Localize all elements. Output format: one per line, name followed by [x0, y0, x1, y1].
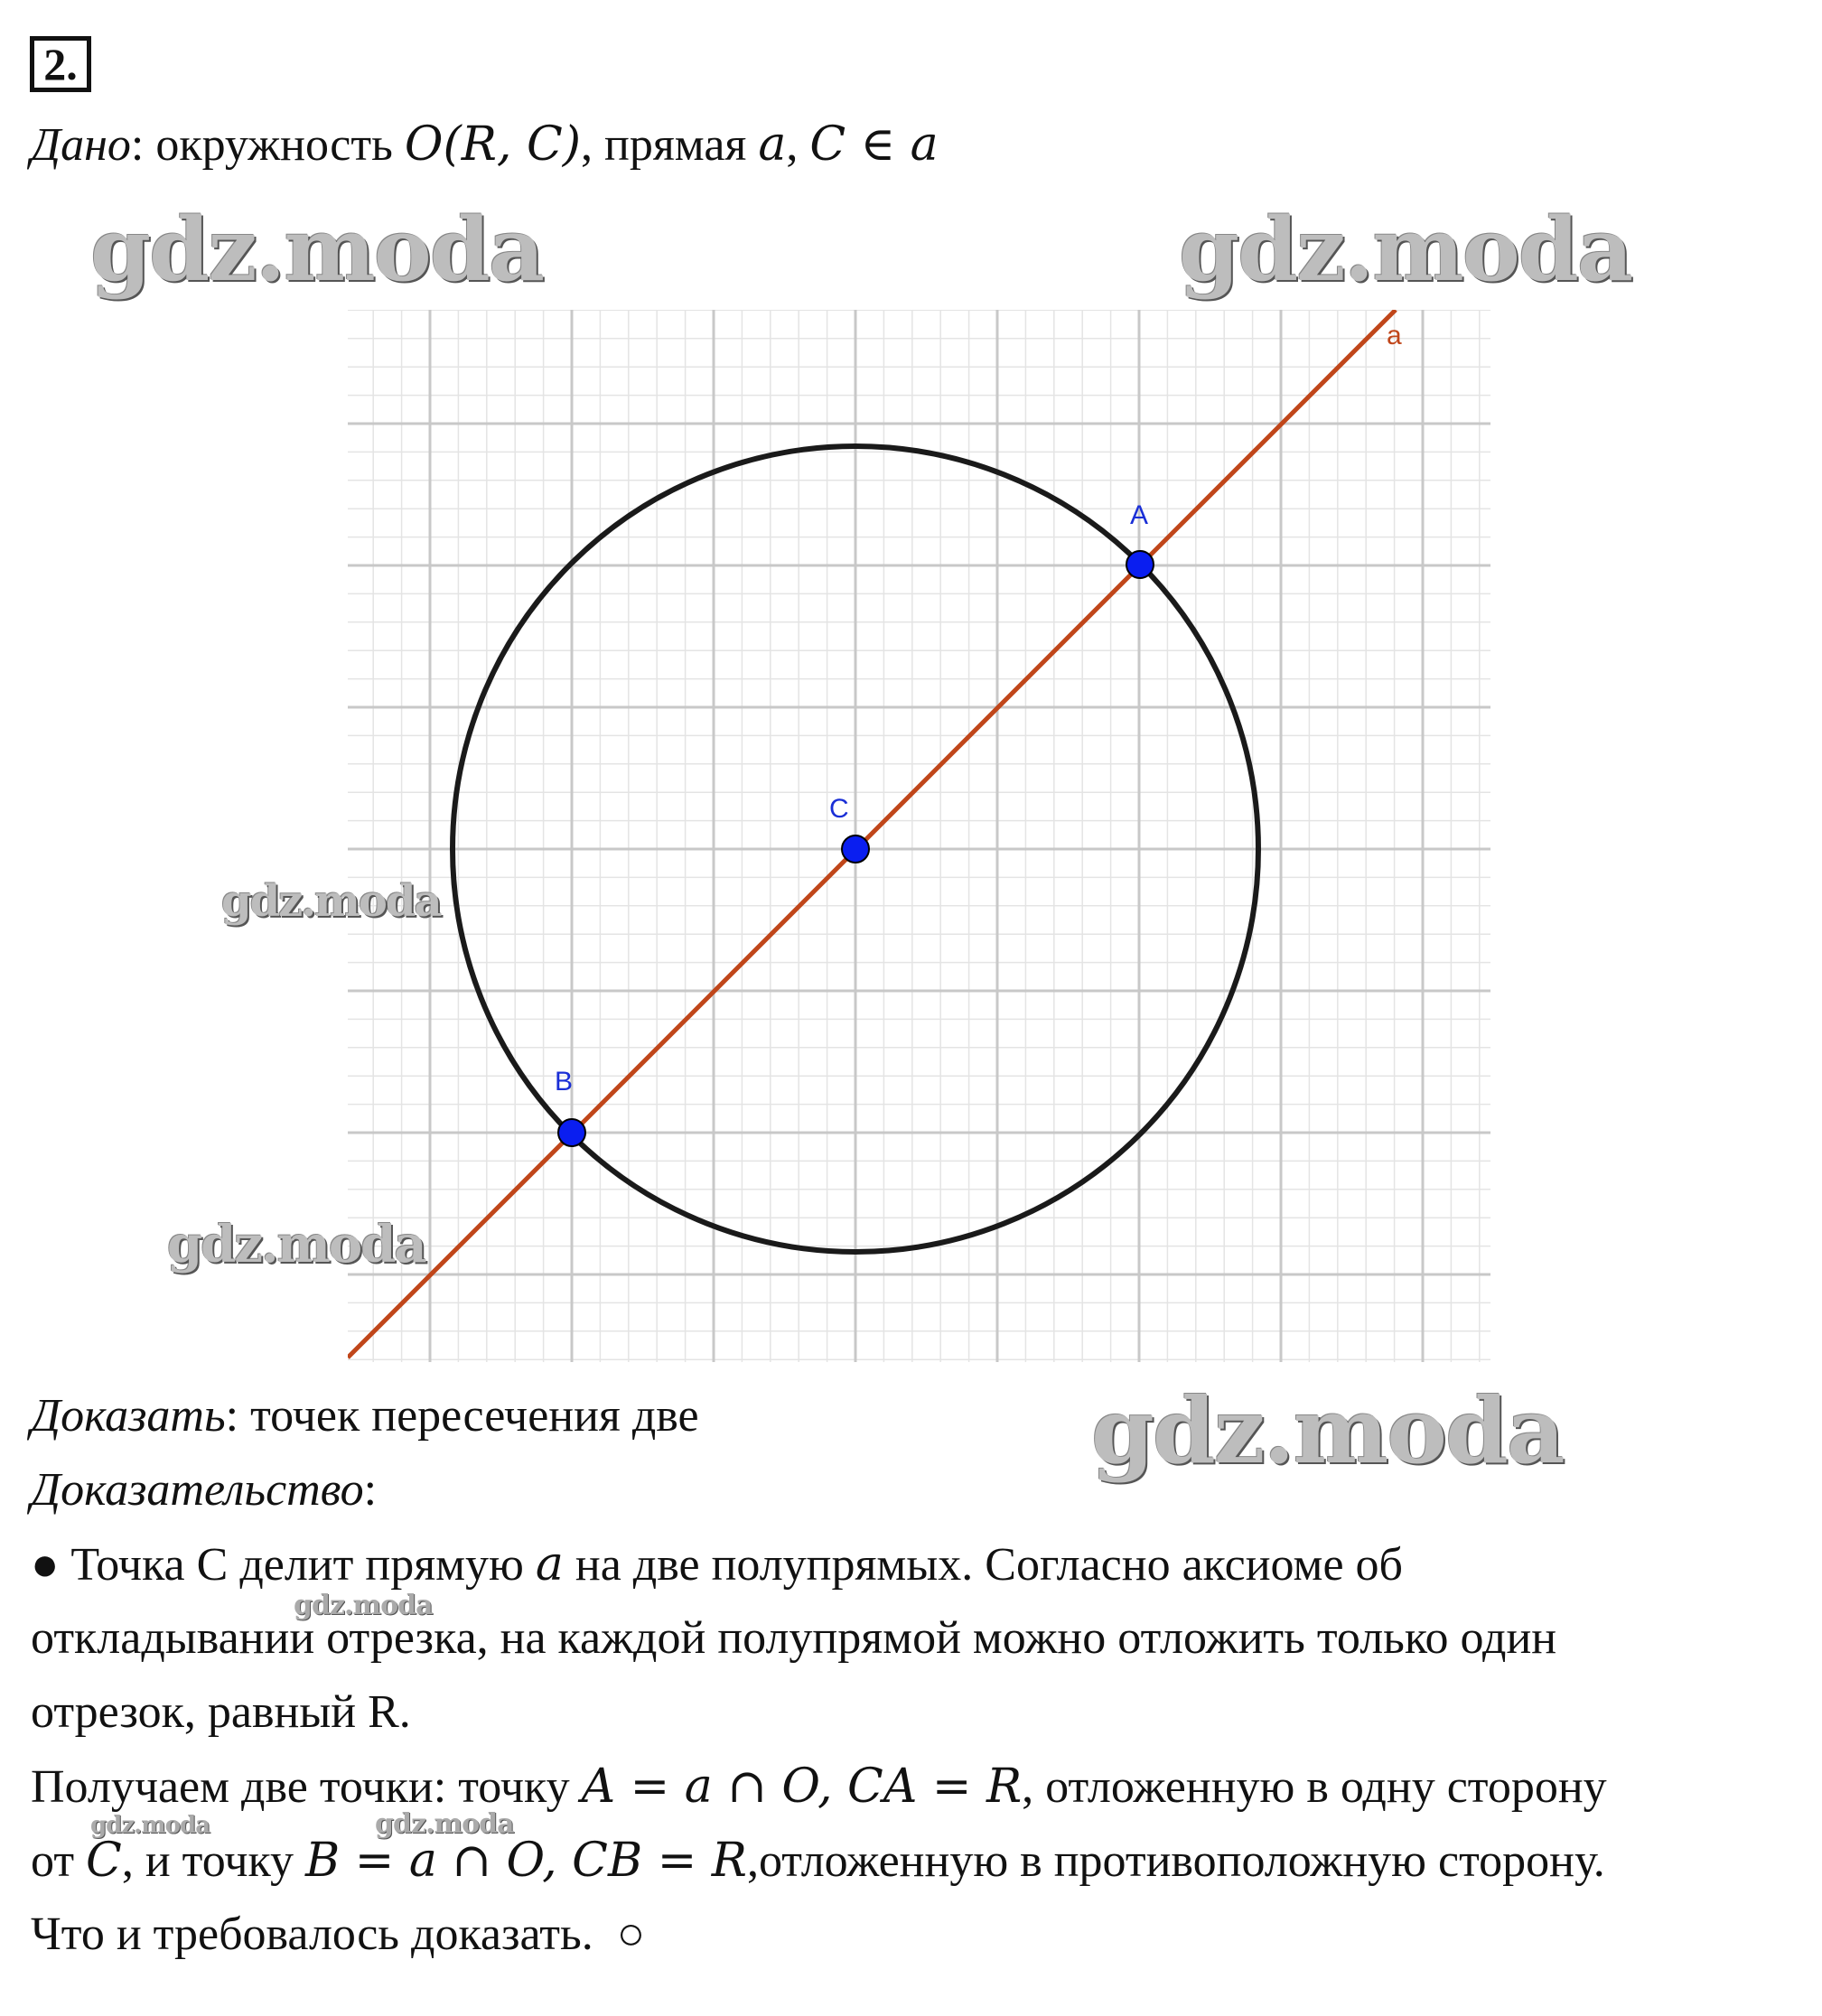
proof-p3-math: B = a ∩ O, CB = R — [305, 1834, 747, 1888]
proof-p3-var: C — [86, 1834, 122, 1888]
proof-conclusion — [31, 1908, 645, 1961]
given-line — [31, 117, 939, 172]
proof-p2-line1 — [31, 1759, 1607, 1814]
proof-p3-a: от — [31, 1835, 87, 1887]
given-mid: , прямая — [581, 119, 759, 171]
proof-p2-math: A = a ∩ O, CA = R — [581, 1759, 1023, 1814]
proof-header — [31, 1463, 377, 1517]
given-membership: C ∈ a — [809, 117, 939, 172]
grid-minor — [348, 310, 1490, 1362]
proof-colon: : — [363, 1464, 378, 1516]
prove-line — [31, 1389, 699, 1442]
proof-p1-line2: откладывании отрезка, на каждой полупрямой можно отложить только один — [31, 1612, 1557, 1664]
end-mark: ○ — [616, 1909, 646, 1960]
proof-p1-b: на две полупрямых. Согласно аксиоме об — [563, 1539, 1403, 1591]
proof-p3-c: ,отложенную в противоположную сторону. — [746, 1835, 1605, 1887]
grid-major — [348, 310, 1490, 1362]
given-circle: O(R, C) — [404, 117, 582, 172]
prove-label: Доказать — [31, 1390, 226, 1442]
proof-p3-b: , и точку — [121, 1835, 306, 1887]
watermark-top-right: gdz.moda — [1179, 199, 1632, 301]
watermark-lower-right: gdz.moda — [1091, 1377, 1564, 1484]
proof-p2-line2 — [31, 1834, 1605, 1888]
watermark-mid-left: gdz.moda — [221, 876, 441, 927]
proof-p2-a: Получаем две точки: точку — [31, 1761, 582, 1813]
bullet: ● — [31, 1539, 60, 1591]
geometry-figure — [348, 310, 1490, 1362]
proof-p4: Что и требовалось доказать. — [31, 1909, 593, 1960]
point-a — [1126, 551, 1154, 578]
watermark-text-3: gdz.moda — [375, 1808, 514, 1840]
point-b — [558, 1119, 585, 1146]
line-a — [348, 310, 1396, 1358]
watermark-lower-left: gdz.moda — [167, 1215, 425, 1274]
point-c — [842, 835, 869, 863]
proof-p2-b: , отложенную в одну сторону — [1022, 1761, 1607, 1813]
watermark-text-2: gdz.moda — [90, 1812, 210, 1839]
proof-p1-a: Точка С делит прямую — [59, 1539, 536, 1591]
proof-p1-var: a — [535, 1537, 564, 1591]
prove-text: : точек пересечения две — [225, 1390, 699, 1442]
proof-p1-line3: отрезок, равный R. — [31, 1686, 411, 1738]
given-line-a: a — [758, 117, 787, 172]
line-a-label: a — [1387, 321, 1402, 350]
problem-number: 2. — [30, 36, 91, 92]
point-c-label: C — [829, 794, 849, 824]
point-b-label: B — [555, 1067, 574, 1097]
watermark-top-left: gdz.moda — [90, 199, 544, 301]
proof-p1-line1 — [31, 1537, 1403, 1591]
given-sep: , — [786, 119, 810, 171]
watermark-text-1: gdz.moda — [294, 1590, 433, 1621]
point-a-label: A — [1130, 500, 1149, 530]
given-label: Дано — [31, 119, 131, 171]
given-text: : окружность — [130, 119, 405, 171]
proof-label: Доказательство — [31, 1464, 364, 1516]
